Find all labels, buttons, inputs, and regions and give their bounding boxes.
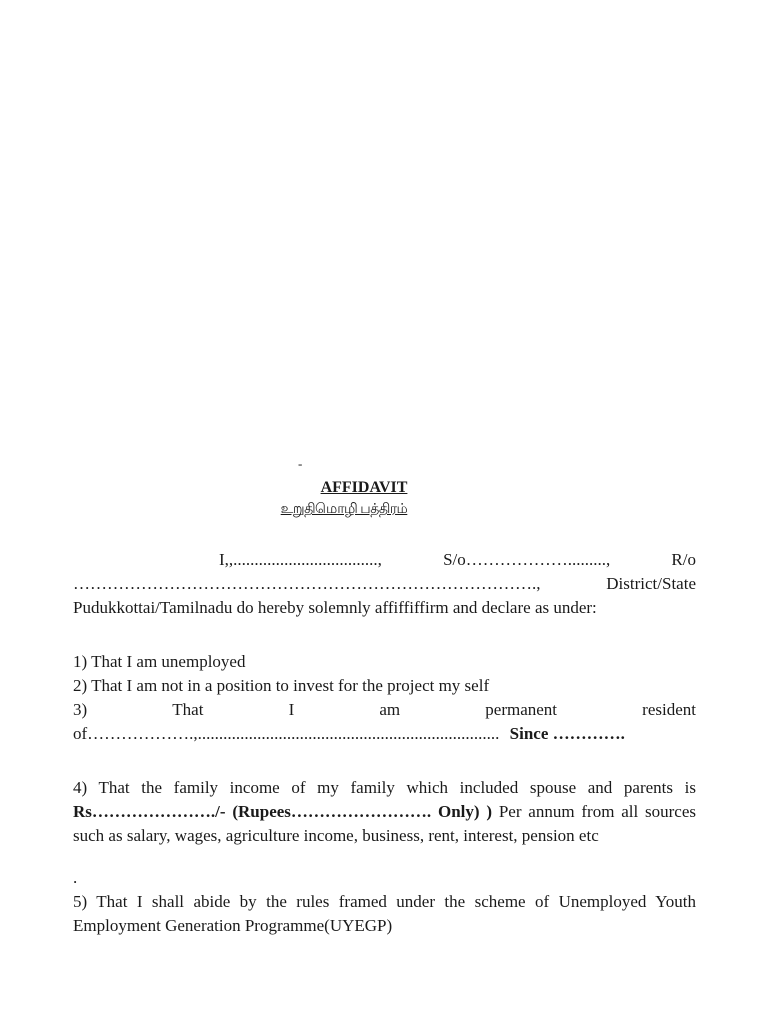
clause-5: 5) That I shall abide by the rules framed under the scheme of Unemployed Youth Employment Generation Programme(UYEGP) — [73, 892, 696, 935]
clause-3-word: That — [172, 700, 204, 719]
clause-4-sources-text: Per annum from all sources such as salary, wages, agriculture income, business, rent, interest, pension etc — [73, 802, 697, 845]
clause-1: 1) That I am unemployed — [73, 652, 246, 671]
clause-3-number: 3) — [73, 700, 88, 719]
clause-4-amount-suffix: /- — [215, 802, 233, 821]
intro-line-3: Pudukkottai/Tamilnadu do hereby solemnly affiffiffirm and declare as under: — [73, 598, 597, 617]
clause-3-word: I — [288, 700, 295, 719]
clause-3-residence-field: of……………….,....................................................................... — [73, 724, 500, 743]
clause-3-since-field: Since …………. — [509, 724, 625, 743]
intro-line-2 — [73, 572, 696, 596]
clause-3-line-1 — [73, 698, 696, 722]
clause-3-word: permanent — [485, 700, 558, 719]
clause-3-word: am — [379, 700, 401, 719]
intro-line-1 — [73, 548, 696, 572]
clause-2: 2) That I am not in a position to invest for the project my self — [73, 676, 490, 695]
stray-dot: . — [73, 868, 78, 887]
intro-paragraph — [73, 548, 696, 620]
document-subtitle-tamil: உறுதிமொழி பத்திரம் — [280, 502, 408, 517]
stray-mark: - — [298, 456, 303, 471]
intro-name-field: I,,.................................., — [219, 550, 382, 569]
document-title: AFFIDAVIT — [320, 479, 408, 496]
intro-resident-of-label: R/o — [671, 550, 696, 569]
clause-4-rupees-words-field: (Rupees……………………. Only) ) — [232, 802, 493, 821]
clause-4 — [73, 776, 696, 848]
clause-3-word: resident — [642, 700, 696, 719]
clause-3-line-2 — [73, 722, 696, 746]
intro-son-of-field: S/o………………........., — [443, 550, 611, 569]
intro-address-field: ………………………………………………………………………., — [73, 574, 541, 593]
intro-district-label: District/State — [606, 574, 696, 593]
clause-4-text: 4) That the family income of my family which included spouse and parents is — [73, 778, 696, 797]
clauses-1-3 — [73, 650, 696, 746]
clause-4-amount-field: Rs…………………. — [73, 802, 216, 821]
